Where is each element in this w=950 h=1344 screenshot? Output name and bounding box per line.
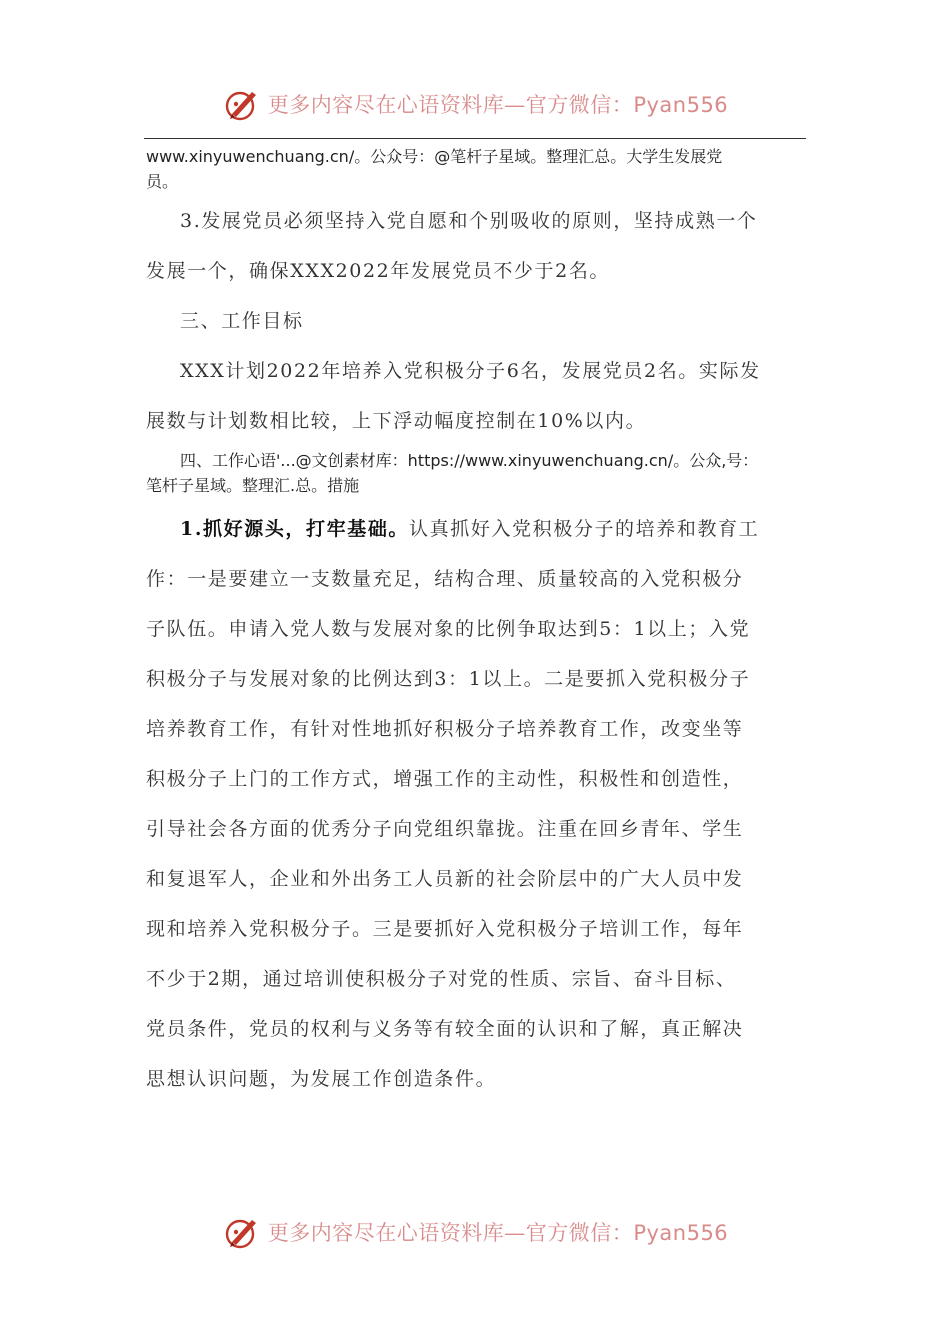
document-body [146, 144, 806, 1104]
measure-line: 现和培养入党积极分子。三是要抓好入党积极分子培训工作，每年 [146, 918, 744, 940]
heading-4-line-1: 四、工作心语'...@文创素材库：https://www.xinyuwenchuang.cn/。公众,号： [180, 451, 759, 470]
measure-line: 思想认识问题，为发展工作创造条件。 [146, 1068, 497, 1090]
banner-text: 更多内容尽在心语资料库—官方微信：Pyan556 [267, 1221, 729, 1245]
header-banner [0, 82, 950, 126]
top-line-2: 员。 [146, 172, 179, 191]
measure-1-line-1 [146, 504, 806, 554]
heading-4-line-2: 笔杆子星域。整理汇.总。措施 [146, 476, 360, 495]
banner-text: 更多内容尽在心语资料库—官方微信：Pyan556 [267, 93, 729, 117]
para3-line-1: 3.发展党员必须坚持入党自愿和个别吸收的原则，坚持成熟一个 [180, 210, 758, 232]
goal-line-1: XXX计划2022年培养入党积极分子6名，发展党员2名。实际发 [180, 360, 761, 382]
heading-3: 三、工作目标 [180, 310, 304, 332]
measure-line: 和复退军人，企业和外出务工人员新的社会阶层中的广大人员中发 [146, 868, 744, 890]
wechat-id: Pyan556 [633, 93, 729, 117]
measure-line: 培养教育工作，有针对性地抓好积极分子培养教育工作，改变坐等 [146, 718, 744, 740]
measure-1-start: 认真抓好入党积极分子的培养和教育工 [409, 518, 760, 540]
pen-logo-icon [222, 84, 262, 124]
header-rule [144, 138, 806, 139]
measure-line: 作：一是要建立一支数量充足，结构合理、质量较高的入党积极分 [146, 568, 744, 590]
measure-1-title: 1.抓好源头，打牢基础。 [180, 518, 410, 540]
goal-line-2: 展数与计划数相比较，上下浮动幅度控制在10%以内。 [146, 410, 647, 432]
measure-line: 子队伍。申请入党人数与发展对象的比例争取达到5：1以上；入党 [146, 618, 751, 640]
measure-line: 不少于2期，通过培训使积极分子对党的性质、宗旨、奋斗目标、 [146, 968, 737, 990]
measure-line: 党员条件，党员的权利与义务等有较全面的认识和了解，真正解决 [146, 1018, 744, 1040]
wechat-id: Pyan556 [633, 1221, 729, 1245]
para3-line-2: 发展一个，确保XXX2022年发展党员不少于2名。 [146, 260, 611, 282]
measure-line: 积极分子上门的工作方式，增强工作的主动性，积极性和创造性， [146, 768, 744, 790]
pen-logo-icon [222, 1212, 262, 1252]
top-line-1: www.xinyuwenchuang.cn/。公众号：@笔杆子星域。整理汇总。大学生发展党 [146, 147, 723, 166]
measure-line: 积极分子与发展对象的比例达到3：1以上。二是要抓入党积极分子 [146, 668, 751, 690]
measure-line: 引导社会各方面的优秀分子向党组织靠拢。注重在回乡青年、学生 [146, 818, 744, 840]
footer-banner [0, 1210, 950, 1254]
